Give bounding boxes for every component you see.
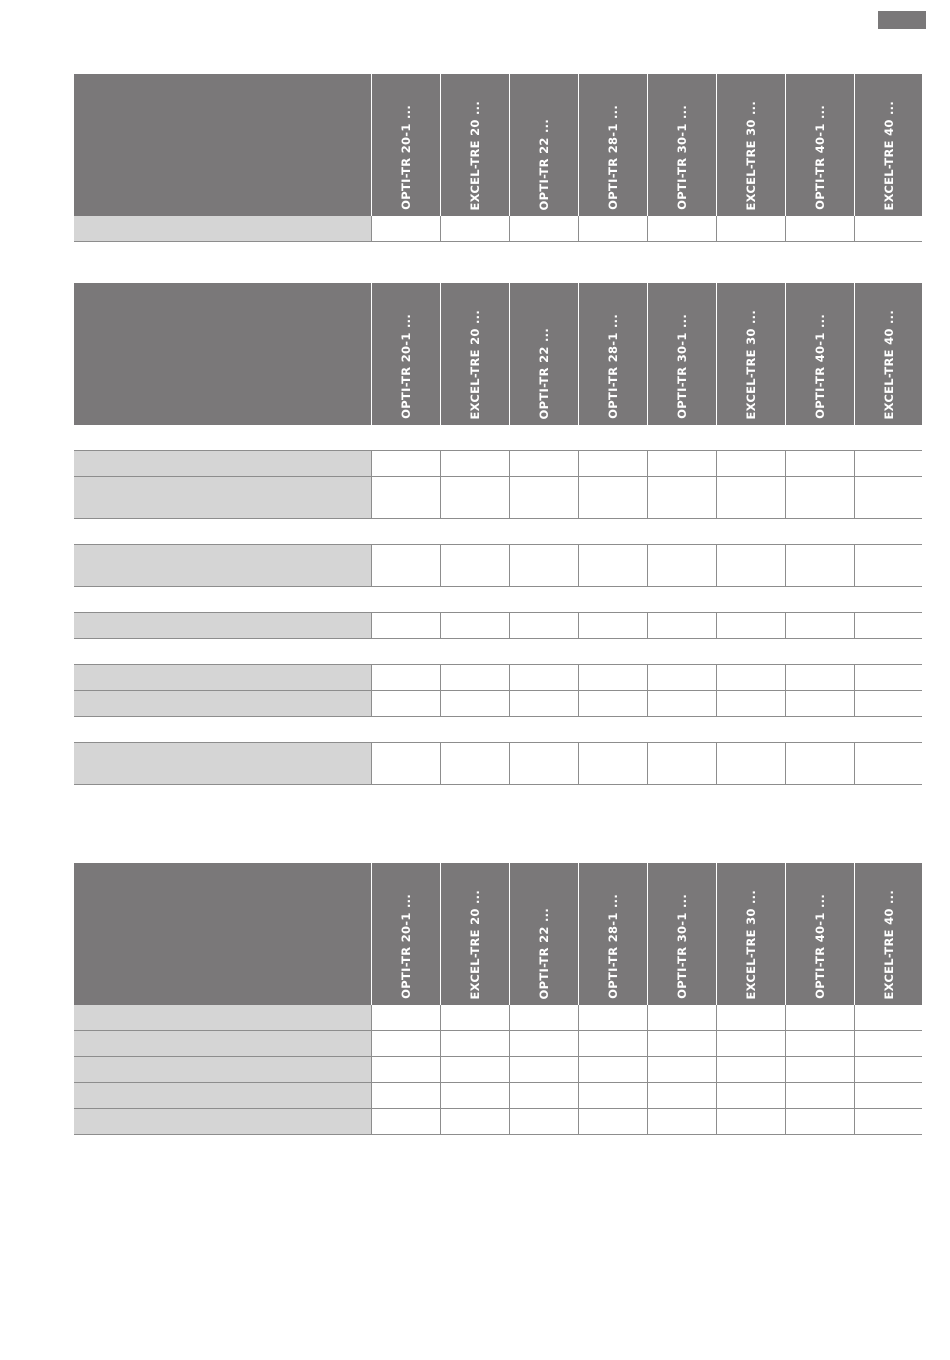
model-name: OPTI-TR 20-1 ... [399, 894, 413, 999]
table-row [74, 1057, 922, 1083]
value-cell [854, 1031, 923, 1056]
value-cell [371, 216, 440, 241]
value-cell [371, 691, 440, 716]
row-label-cell [74, 613, 371, 638]
value-cell [647, 1109, 716, 1134]
value-cell [647, 477, 716, 518]
value-cell [854, 451, 923, 476]
model-name: OPTI-TR 30-1 ... [675, 894, 689, 999]
value-cell [854, 691, 923, 716]
value-cell [509, 1109, 578, 1134]
value-cell [509, 1083, 578, 1108]
value-cell [509, 545, 578, 586]
value-cell [440, 1109, 509, 1134]
table-header [74, 283, 922, 425]
value-cell [509, 477, 578, 518]
section-spacer [74, 639, 922, 665]
table-row [74, 691, 922, 717]
value-cell [371, 451, 440, 476]
value-cell [716, 665, 785, 690]
model-name: EXCEL-TRE 40 ... [882, 309, 896, 419]
value-cell [440, 1057, 509, 1082]
value-cell [716, 216, 785, 241]
model-name: OPTI-TR 22 ... [537, 327, 551, 419]
value-cell [578, 1109, 647, 1134]
table-row [74, 1083, 922, 1109]
value-cell [440, 691, 509, 716]
value-cell [371, 1031, 440, 1056]
value-cell [647, 545, 716, 586]
value-cell [716, 691, 785, 716]
row-label-cell [74, 743, 371, 784]
value-cell [785, 477, 854, 518]
model-column-header [785, 283, 854, 425]
model-column-header [371, 74, 440, 216]
value-cell [440, 743, 509, 784]
value-cell [647, 216, 716, 241]
value-cell [716, 613, 785, 638]
section-spacer [74, 717, 922, 743]
value-cell [440, 216, 509, 241]
model-name: OPTI-TR 40-1 ... [813, 105, 827, 210]
model-name: OPTI-TR 28-1 ... [606, 894, 620, 999]
value-cell [785, 1083, 854, 1108]
value-cell [509, 451, 578, 476]
row-label-cell [74, 477, 371, 518]
model-column-header [716, 863, 785, 1005]
model-column-header [578, 863, 647, 1005]
row-label-cell [74, 1057, 371, 1082]
table-row [74, 216, 922, 242]
value-cell [854, 1083, 923, 1108]
value-cell [647, 613, 716, 638]
value-cell [785, 743, 854, 784]
spec-table-1 [74, 74, 922, 242]
model-name: EXCEL-TRE 30 ... [744, 309, 758, 419]
model-column-header [578, 74, 647, 216]
value-cell [785, 691, 854, 716]
value-cell [440, 1005, 509, 1030]
value-cell [509, 743, 578, 784]
model-name: EXCEL-TRE 40 ... [882, 100, 896, 210]
model-name: OPTI-TR 22 ... [537, 118, 551, 210]
value-cell [578, 1031, 647, 1056]
model-name: OPTI-TR 28-1 ... [606, 105, 620, 210]
value-cell [785, 1031, 854, 1056]
value-cell [371, 477, 440, 518]
table-header [74, 863, 922, 1005]
value-cell [854, 477, 923, 518]
value-cell [854, 743, 923, 784]
value-cell [371, 665, 440, 690]
model-column-header [440, 283, 509, 425]
value-cell [371, 1057, 440, 1082]
model-name: EXCEL-TRE 30 ... [744, 889, 758, 999]
table-row [74, 1005, 922, 1031]
value-cell [509, 1005, 578, 1030]
value-cell [578, 1057, 647, 1082]
model-name: EXCEL-TRE 40 ... [882, 889, 896, 999]
value-cell [509, 691, 578, 716]
value-cell [371, 1083, 440, 1108]
model-column-header [440, 863, 509, 1005]
spec-table-3 [74, 863, 922, 1135]
value-cell [371, 613, 440, 638]
row-label-cell [74, 216, 371, 241]
table-row [74, 545, 922, 587]
value-cell [785, 613, 854, 638]
value-cell [647, 1057, 716, 1082]
value-cell [440, 665, 509, 690]
table-row [74, 665, 922, 691]
value-cell [440, 477, 509, 518]
header-label-cell [74, 283, 371, 425]
model-name: OPTI-TR 30-1 ... [675, 314, 689, 419]
value-cell [440, 1083, 509, 1108]
value-cell [854, 1109, 923, 1134]
model-name: OPTI-TR 20-1 ... [399, 314, 413, 419]
value-cell [854, 216, 923, 241]
model-column-header [509, 74, 578, 216]
value-cell [854, 545, 923, 586]
section-spacer [74, 519, 922, 545]
page-tab-marker [878, 11, 926, 29]
value-cell [716, 1109, 785, 1134]
table-row [74, 477, 922, 519]
model-name: OPTI-TR 30-1 ... [675, 105, 689, 210]
value-cell [509, 1031, 578, 1056]
model-name: EXCEL-TRE 30 ... [744, 100, 758, 210]
model-name: OPTI-TR 20-1 ... [399, 105, 413, 210]
value-cell [578, 691, 647, 716]
row-label-cell [74, 1031, 371, 1056]
model-name: OPTI-TR 28-1 ... [606, 314, 620, 419]
model-column-header [371, 863, 440, 1005]
value-cell [854, 665, 923, 690]
table-row [74, 1109, 922, 1135]
row-label-cell [74, 1083, 371, 1108]
row-label-cell [74, 451, 371, 476]
table-row [74, 1031, 922, 1057]
row-label-cell [74, 665, 371, 690]
value-cell [371, 1109, 440, 1134]
value-cell [509, 665, 578, 690]
model-column-header [440, 74, 509, 216]
model-column-header [371, 283, 440, 425]
table-header [74, 74, 922, 216]
value-cell [440, 1031, 509, 1056]
value-cell [647, 743, 716, 784]
model-name: EXCEL-TRE 20 ... [468, 889, 482, 999]
value-cell [785, 1057, 854, 1082]
table-row [74, 451, 922, 477]
spec-table-2 [74, 283, 922, 785]
model-column-header [509, 863, 578, 1005]
value-cell [716, 477, 785, 518]
value-cell [716, 451, 785, 476]
model-column-header [854, 283, 923, 425]
model-column-header [647, 283, 716, 425]
value-cell [578, 1083, 647, 1108]
row-label-cell [74, 691, 371, 716]
value-cell [647, 691, 716, 716]
value-cell [578, 665, 647, 690]
row-label-cell [74, 545, 371, 586]
model-name: OPTI-TR 22 ... [537, 907, 551, 999]
value-cell [509, 1057, 578, 1082]
model-column-header [509, 283, 578, 425]
value-cell [440, 545, 509, 586]
value-cell [578, 743, 647, 784]
header-label-cell [74, 74, 371, 216]
value-cell [785, 1005, 854, 1030]
model-column-header [716, 74, 785, 216]
value-cell [716, 1083, 785, 1108]
value-cell [785, 665, 854, 690]
value-cell [785, 451, 854, 476]
header-label-cell [74, 863, 371, 1005]
value-cell [578, 545, 647, 586]
model-column-header [578, 283, 647, 425]
value-cell [716, 545, 785, 586]
value-cell [578, 477, 647, 518]
value-cell [854, 1057, 923, 1082]
value-cell [578, 613, 647, 638]
value-cell [509, 216, 578, 241]
model-column-header [854, 863, 923, 1005]
model-column-header [785, 863, 854, 1005]
value-cell [578, 216, 647, 241]
model-column-header [716, 283, 785, 425]
value-cell [578, 1005, 647, 1030]
table-row [74, 743, 922, 785]
model-column-header [647, 863, 716, 1005]
value-cell [371, 545, 440, 586]
value-cell [716, 743, 785, 784]
value-cell [716, 1057, 785, 1082]
value-cell [854, 613, 923, 638]
model-name: OPTI-TR 40-1 ... [813, 314, 827, 419]
value-cell [440, 451, 509, 476]
value-cell [509, 613, 578, 638]
model-name: EXCEL-TRE 20 ... [468, 100, 482, 210]
value-cell [647, 665, 716, 690]
model-column-header [854, 74, 923, 216]
value-cell [647, 451, 716, 476]
model-column-header [647, 74, 716, 216]
value-cell [440, 613, 509, 638]
value-cell [716, 1031, 785, 1056]
model-name: EXCEL-TRE 20 ... [468, 309, 482, 419]
value-cell [371, 743, 440, 784]
value-cell [785, 216, 854, 241]
table-row [74, 613, 922, 639]
value-cell [785, 545, 854, 586]
value-cell [647, 1083, 716, 1108]
row-label-cell [74, 1005, 371, 1030]
model-column-header [785, 74, 854, 216]
value-cell [785, 1109, 854, 1134]
value-cell [716, 1005, 785, 1030]
value-cell [647, 1031, 716, 1056]
value-cell [371, 1005, 440, 1030]
model-name: OPTI-TR 40-1 ... [813, 894, 827, 999]
section-spacer [74, 587, 922, 613]
value-cell [578, 451, 647, 476]
value-cell [647, 1005, 716, 1030]
value-cell [854, 1005, 923, 1030]
section-spacer [74, 425, 922, 451]
row-label-cell [74, 1109, 371, 1134]
